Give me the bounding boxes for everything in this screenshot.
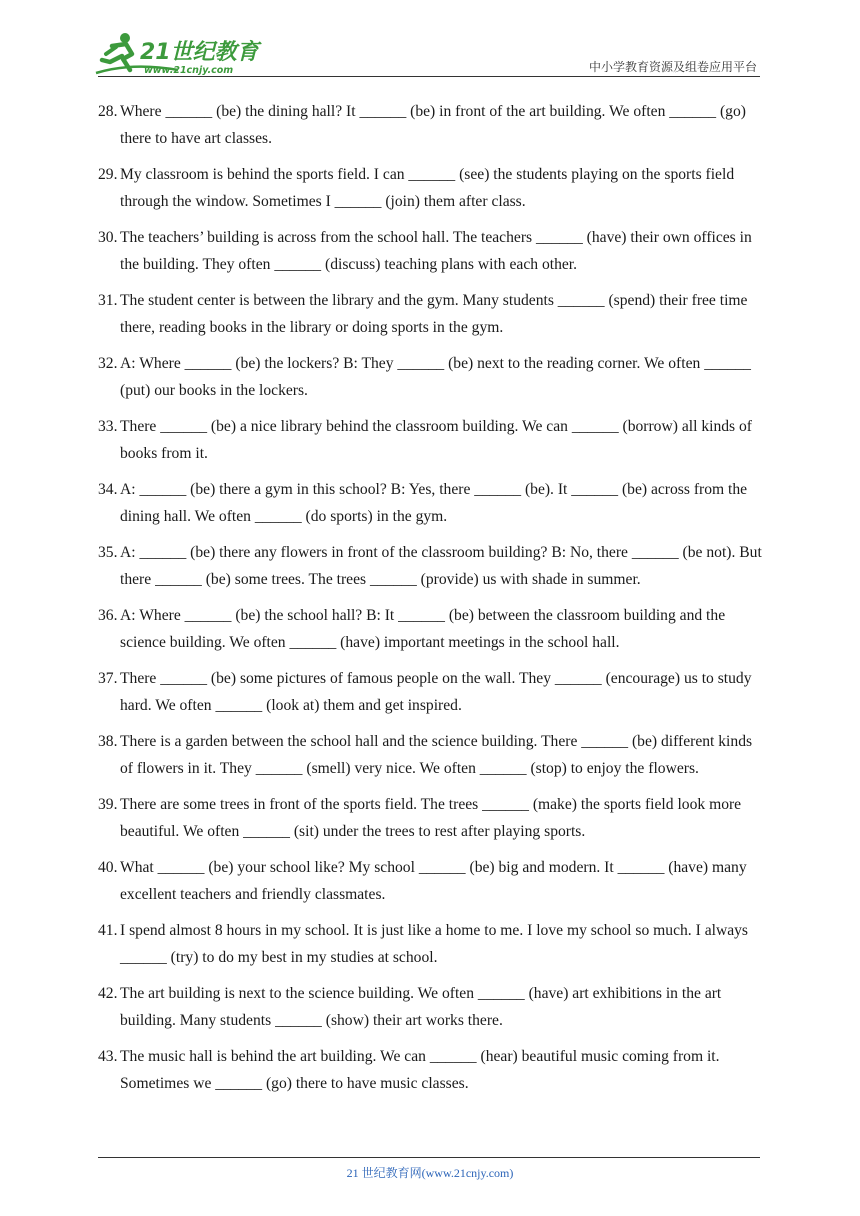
question-text: The teachers’ building is across from the school hall. The teachers ______ (have) their own offices in the building. They often ______ (discuss) teaching plans with each other. xyxy=(120,229,752,274)
question-number: 33. xyxy=(98,418,118,435)
question-text: The art building is next to the science building. We often ______ (have) art exhibitions in the art building. Many students ______ (show) their art works there. xyxy=(120,985,722,1030)
question-number: 34. xyxy=(98,481,118,498)
platform-name: 中小学教育资源及组卷应用平台 xyxy=(588,60,757,74)
question-item xyxy=(98,161,762,215)
runner-logo-icon xyxy=(92,32,262,78)
question-number: 35. xyxy=(98,544,118,561)
logo-url: www.21cnjy.com xyxy=(144,65,234,76)
question-item xyxy=(98,917,762,971)
question-number: 30. xyxy=(98,229,118,246)
header-divider xyxy=(98,76,760,77)
question-item xyxy=(98,665,762,719)
question-item xyxy=(98,728,762,782)
question-number: 41. xyxy=(98,922,118,939)
question-text: A: Where ______ (be) the lockers? B: They ______ (be) next to the reading corner. We often ______ (put) our books in the lockers. xyxy=(120,355,751,400)
question-number: 38. xyxy=(98,733,118,750)
question-text: What ______ (be) your school like? My school ______ (be) big and modern. It ______ (have) many excellent teachers and friendly classmates. xyxy=(120,859,747,904)
question-item xyxy=(98,287,762,341)
question-item xyxy=(98,476,762,530)
question-item xyxy=(98,98,762,152)
question-number: 31. xyxy=(98,292,118,309)
question-text: There are some trees in front of the sports field. The trees ______ (make) the sports field look more beautiful. We often ______ (sit) under the trees to rest after playing sports. xyxy=(120,796,742,841)
question-number: 42. xyxy=(98,985,118,1002)
footer-link[interactable]: 21 世纪教育网(www.21cnjy.com) xyxy=(346,1166,514,1180)
question-text: There is a garden between the school hall and the science building. There ______ (be) different kinds of flowers in it. They ______ (smell) very nice. We often ______ (stop) to enjoy the flowers. xyxy=(120,733,753,778)
question-number: 28. xyxy=(98,103,118,120)
question-text: The student center is between the library and the gym. Many students ______ (spend) their free time there, reading books in the library or doing sports in the gym. xyxy=(120,292,748,337)
question-item xyxy=(98,413,762,467)
question-number: 43. xyxy=(98,1048,118,1065)
question-number: 37. xyxy=(98,670,118,687)
question-text: There ______ (be) a nice library behind the classroom building. We can ______ (borrow) all kinds of books from it. xyxy=(120,418,752,463)
question-item xyxy=(98,350,762,404)
question-item xyxy=(98,854,762,908)
question-text: I spend almost 8 hours in my school. It is just like a home to me. I love my school so much. I always ______ (try) to do my best in my studies at school. xyxy=(120,922,748,967)
question-item xyxy=(98,791,762,845)
question-number: 29. xyxy=(98,166,118,183)
page-header xyxy=(0,0,860,80)
question-number: 39. xyxy=(98,796,118,813)
question-text: A: ______ (be) there a gym in this school? B: Yes, there ______ (be). It ______ (be) across from the dining hall. We often ______ (do sports) in the gym. xyxy=(120,481,748,526)
question-item xyxy=(98,980,762,1034)
question-item xyxy=(98,539,762,593)
question-list xyxy=(98,98,762,1106)
question-text: My classroom is behind the sports field. I can ______ (see) the students playing on the sports field through the window. Sometimes I ______ (join) them after class. xyxy=(120,166,735,211)
question-text: Where ______ (be) the dining hall? It ______ (be) in front of the art building. We often ______ (go) there to have art classes. xyxy=(120,103,746,148)
question-text: There ______ (be) some pictures of famous people on the wall. They ______ (encourage) us to study hard. We often ______ (look at) them and get inspired. xyxy=(120,670,752,715)
question-text: The music hall is behind the art building. We can ______ (hear) beautiful music coming from it. Sometimes we ______ (go) there to have music classes. xyxy=(120,1048,720,1093)
logo-text: 21世纪教育 xyxy=(140,40,259,65)
question-text: A: Where ______ (be) the school hall? B: It ______ (be) between the classroom building and the science building. We often ______ (have) important meetings in the school hall. xyxy=(120,607,726,652)
footer-divider xyxy=(98,1157,760,1158)
question-item xyxy=(98,602,762,656)
question-text: A: ______ (be) there any flowers in front of the classroom building? B: No, there ______ (be not). But there ______ (be) some trees. The trees ______ (provide) us with shade in summer. xyxy=(120,544,762,589)
question-number: 40. xyxy=(98,859,118,876)
question-item xyxy=(98,224,762,278)
logo xyxy=(92,32,262,78)
question-item xyxy=(98,1043,762,1097)
question-number: 32. xyxy=(98,355,118,372)
question-number: 36. xyxy=(98,607,118,624)
